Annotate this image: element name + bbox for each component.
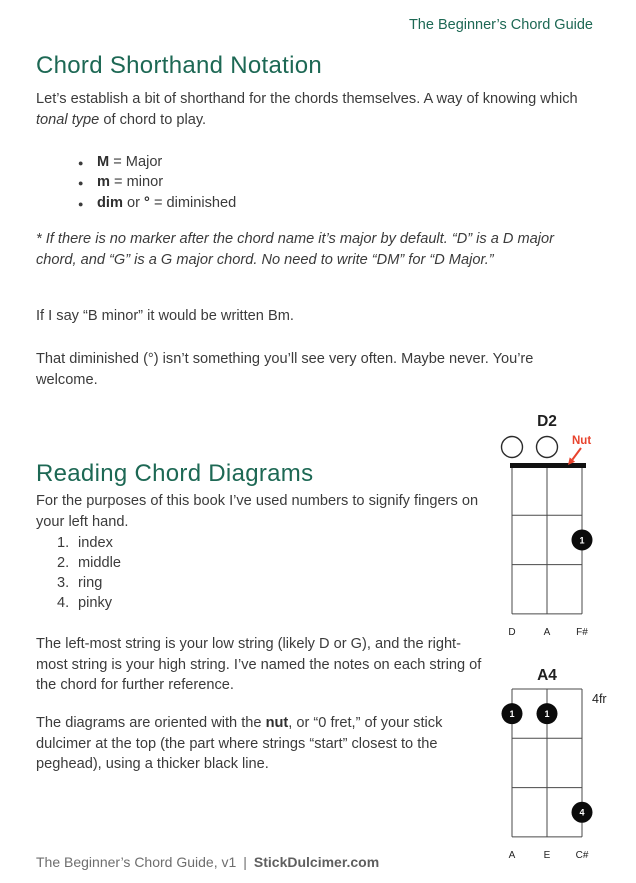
- finger-label: index: [78, 535, 113, 551]
- string-note-label: A: [508, 849, 516, 861]
- bullet-dim-term: dim: [97, 194, 123, 211]
- string-note-label: C#: [575, 849, 589, 861]
- chord-diagram-svg: [480, 407, 636, 648]
- string-note-label: A: [543, 626, 551, 638]
- string-note-label: D: [508, 626, 516, 638]
- chord-diagram-svg: [480, 661, 636, 871]
- bullet-major-term: M: [97, 154, 110, 170]
- finger-item-middle: [57, 553, 121, 573]
- footer-separator: |: [243, 854, 247, 870]
- footer-guide-title: The Beginner’s Chord Guide, v1: [36, 854, 237, 870]
- finger-number: 1.: [57, 535, 70, 551]
- finger-number: 2.: [57, 555, 70, 572]
- nut-label: Nut: [572, 435, 592, 447]
- oriented-text: The diagrams are oriented with the: [36, 715, 266, 731]
- bullet-minor-term: m: [97, 174, 110, 191]
- bullet-minor-rest: = minor: [109, 174, 164, 191]
- bullet-major: [78, 152, 236, 172]
- finger-number: 4.: [57, 595, 70, 612]
- finger-number-list: [57, 533, 121, 613]
- string-order-paragraph: The left-most string is your low string (likely D or G), and the right-most string is your high string. I’ve named the notes on each string of the chord for further reference.: [36, 636, 482, 693]
- finger-item-index: [57, 533, 121, 553]
- bullet-dim-symbol: °: [144, 194, 150, 211]
- nut-bar: [510, 463, 586, 468]
- oriented-bold-nut: nut: [265, 715, 289, 731]
- default-major-note-paragraph: * If there is no marker after the chord name it’s major by default. “D” is a D major chord, and “G” is a G major chord. No need to write “DM” for “D Major.”: [36, 231, 555, 268]
- finger-label: ring: [78, 575, 103, 592]
- finger-item-pinky: [57, 593, 121, 613]
- bminor-example-paragraph: If I say “B minor” it would be written Bm.: [36, 308, 294, 324]
- finger-dot-number: 1: [579, 535, 585, 546]
- section-heading-reading-diagrams: Reading Chord Diagrams: [36, 460, 314, 487]
- page-header-title: The Beginner’s Chord Guide: [408, 17, 593, 33]
- open-string-circle: [537, 437, 558, 458]
- open-string-circle: [502, 437, 523, 458]
- bullet-minor: [78, 172, 236, 192]
- intro-paragraph: [36, 89, 596, 130]
- shorthand-bullet-list: [78, 152, 236, 213]
- string-note-label: F#: [576, 626, 588, 638]
- intro-text-tail: of chord to play.: [99, 111, 207, 128]
- nut-orientation-paragraph: [36, 713, 481, 775]
- chord-diagram-a4: [480, 661, 636, 878]
- finger-dot-number: 1: [509, 709, 515, 720]
- bullet-dim-mid: or: [122, 194, 145, 211]
- bullet-dim-rest: = diminished: [149, 194, 237, 211]
- finger-label: middle: [78, 555, 121, 572]
- footer-site-link[interactable]: StickDulcimer.com: [253, 854, 380, 870]
- bullet-diminished: [78, 193, 236, 213]
- bullet-major-rest: = Major: [109, 154, 163, 170]
- chord-diagram-d2: [480, 407, 636, 655]
- finger-dot-number: 4: [579, 807, 585, 818]
- fingers-intro-paragraph: For the purposes of this book I’ve used numbers to signify fingers on your left hand.: [36, 493, 479, 530]
- oriented-text-tail: , or “0 fret,” of your stick dulcimer at the top (the part where strings “start” closest to the peghead), using a thicker black line.: [36, 715, 443, 772]
- finger-label: pinky: [78, 595, 113, 612]
- finger-dot-number: 1: [544, 709, 550, 720]
- nut-arrow-shaft: [572, 448, 581, 460]
- section-heading-chord-shorthand: Chord Shorthand Notation: [36, 52, 323, 79]
- finger-item-ring: [57, 573, 121, 593]
- chord-title: A4: [537, 667, 557, 684]
- diminished-note-paragraph: That diminished (°) isn’t something you’ll see very often. Maybe never. You’re welcome.: [36, 351, 534, 388]
- finger-number: 3.: [57, 575, 70, 592]
- intro-italic-text: tonal type: [36, 111, 100, 128]
- intro-text: Let’s establish a bit of shorthand for the chords themselves. A way of knowing which: [36, 91, 578, 107]
- chord-title: D2: [537, 413, 557, 430]
- page-footer: [36, 852, 379, 873]
- fret-position-label: 4fr: [592, 692, 607, 706]
- string-note-label: E: [543, 849, 551, 861]
